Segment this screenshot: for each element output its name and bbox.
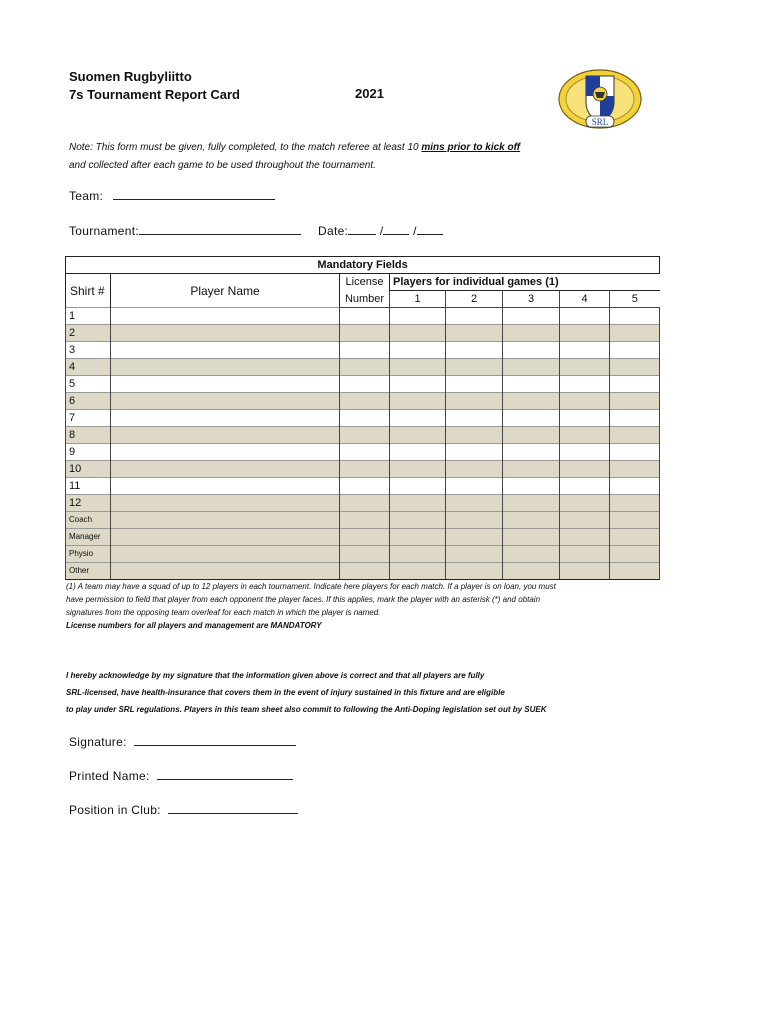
game-cell[interactable] [610, 393, 660, 410]
license-number-cell[interactable] [340, 563, 390, 580]
position-field [69, 802, 298, 817]
game-cell[interactable] [503, 410, 560, 427]
position-input-line[interactable] [168, 802, 298, 814]
license-number-cell[interactable] [340, 376, 390, 393]
license-number-cell[interactable] [340, 495, 390, 512]
table-row [66, 444, 660, 461]
game-cell[interactable] [390, 410, 446, 427]
game-cell[interactable] [503, 512, 560, 529]
ack-line: I hereby acknowledge by my signature that the information given above is correct and that all players are fully [66, 671, 485, 680]
game-cell[interactable] [446, 393, 503, 410]
game-cell[interactable] [610, 461, 660, 478]
team-input-line[interactable] [113, 188, 275, 200]
game-cell[interactable] [610, 529, 660, 546]
game-cell[interactable] [446, 342, 503, 359]
player-name-cell[interactable] [111, 512, 340, 529]
game-cell[interactable] [560, 308, 610, 325]
submission-note [69, 139, 669, 175]
game-cell[interactable] [390, 393, 446, 410]
game-cell[interactable] [390, 495, 446, 512]
row-label: 12 [66, 495, 111, 512]
table-row [66, 410, 660, 427]
game-cell[interactable] [390, 427, 446, 444]
game-cell[interactable] [610, 495, 660, 512]
row-label: 11 [66, 478, 111, 495]
signature-input-line[interactable] [134, 734, 296, 746]
player-name-cell[interactable] [111, 478, 340, 495]
signature-field [69, 734, 296, 749]
shirt-number-header: Shirt # [66, 274, 111, 308]
game-cell[interactable] [446, 495, 503, 512]
player-name-cell[interactable] [111, 563, 340, 580]
license-number-cell[interactable] [340, 546, 390, 563]
game-cell[interactable] [610, 546, 660, 563]
row-label: Other [66, 563, 111, 580]
table-row [66, 461, 660, 478]
game-cell[interactable] [446, 529, 503, 546]
game-cell[interactable] [560, 325, 610, 342]
date-separator: / [413, 224, 417, 238]
footnote-line: (1) A team may have a squad of up to 12 players in each tournament. Indicate here players for each match. If a player is on loan, you must [66, 582, 556, 591]
srl-crest-logo [556, 68, 644, 130]
game-cell[interactable] [560, 495, 610, 512]
game-cell[interactable] [390, 563, 446, 580]
table-row [66, 376, 660, 393]
row-label: 7 [66, 410, 111, 427]
table-row [66, 529, 660, 546]
tournament-input-line[interactable] [139, 223, 301, 235]
player-name-cell[interactable] [111, 546, 340, 563]
game-2-header: 2 [446, 291, 503, 308]
game-cell[interactable] [560, 444, 610, 461]
row-label: 5 [66, 376, 111, 393]
license-number-cell[interactable] [340, 359, 390, 376]
signature-label: Signature: [69, 735, 127, 749]
acknowledgement-text [66, 667, 686, 718]
table-row [66, 512, 660, 529]
note-emphasis: mins prior to kick off [421, 142, 521, 153]
game-cell[interactable] [503, 495, 560, 512]
license-number-cell[interactable] [340, 512, 390, 529]
player-name-cell[interactable] [111, 342, 340, 359]
row-label: 9 [66, 444, 111, 461]
game-cell[interactable] [503, 529, 560, 546]
game-cell[interactable] [446, 563, 503, 580]
row-label: 2 [66, 325, 111, 342]
license-number-cell[interactable] [340, 308, 390, 325]
game-cell[interactable] [446, 461, 503, 478]
date-field [318, 223, 443, 238]
game-cell[interactable] [390, 512, 446, 529]
game-cell[interactable] [446, 444, 503, 461]
table-row [66, 342, 660, 359]
row-label: 1 [66, 308, 111, 325]
ack-line: to play under SRL regulations. Players in this team sheet also commit to following the Anti-Doping legislation set out by SUEK [66, 705, 547, 714]
game-cell[interactable] [390, 478, 446, 495]
game-cell[interactable] [610, 563, 660, 580]
license-number-cell[interactable] [340, 325, 390, 342]
game-cell[interactable] [610, 444, 660, 461]
player-name-cell[interactable] [111, 359, 340, 376]
game-cell[interactable] [446, 410, 503, 427]
license-number-cell[interactable] [340, 427, 390, 444]
game-cell[interactable] [390, 342, 446, 359]
printed-name-field [69, 768, 293, 783]
row-label: 3 [66, 342, 111, 359]
table-row [66, 495, 660, 512]
game-cell[interactable] [560, 563, 610, 580]
date-separator: / [379, 224, 384, 238]
game-cell[interactable] [446, 512, 503, 529]
game-cell[interactable] [390, 444, 446, 461]
team-field [69, 188, 275, 203]
table-row [66, 563, 660, 580]
footnote-line: signatures from the opposing team overleaf for each match in which the player is named. [66, 608, 381, 617]
table-row [66, 359, 660, 376]
mandatory-fields-title: Mandatory Fields [66, 257, 660, 274]
svg-text:SRL: SRL [591, 117, 609, 127]
tournament-label: Tournament: [69, 224, 140, 238]
game-cell[interactable] [503, 444, 560, 461]
game-cell[interactable] [503, 427, 560, 444]
game-4-header: 4 [560, 291, 610, 308]
player-name-cell[interactable] [111, 427, 340, 444]
row-label: Manager [66, 529, 111, 546]
game-cell[interactable] [610, 359, 660, 376]
license-number-cell[interactable] [340, 393, 390, 410]
date-year-line[interactable] [417, 223, 443, 235]
license-number-cell[interactable] [340, 342, 390, 359]
table-row [66, 393, 660, 410]
game-cell[interactable] [503, 308, 560, 325]
ack-line: SRL-licensed, have health-insurance that covers them in the event of injury sustained in this fixture and are eligible [66, 688, 505, 697]
license-header-bottom: Number [340, 291, 390, 308]
row-label: 4 [66, 359, 111, 376]
team-label: Team: [69, 189, 104, 203]
game-cell[interactable] [446, 427, 503, 444]
game-cell[interactable] [560, 359, 610, 376]
game-cell[interactable] [390, 359, 446, 376]
license-number-cell[interactable] [340, 529, 390, 546]
tournament-field [69, 223, 301, 238]
game-cell[interactable] [610, 308, 660, 325]
row-label: 8 [66, 427, 111, 444]
printed-name-input-line[interactable] [157, 768, 293, 780]
license-mandatory-note: License numbers for all players and management are MANDATORY [66, 621, 322, 630]
game-cell[interactable] [446, 359, 503, 376]
game-cell[interactable] [610, 325, 660, 342]
game-cell[interactable] [560, 376, 610, 393]
game-cell[interactable] [390, 325, 446, 342]
date-day-line[interactable] [348, 223, 376, 235]
position-label: Position in Club: [69, 803, 161, 817]
game-cell[interactable] [503, 461, 560, 478]
table-row [66, 325, 660, 342]
game-cell[interactable] [446, 546, 503, 563]
game-cell[interactable] [390, 461, 446, 478]
form-heading [69, 68, 240, 104]
row-label: Physio [66, 546, 111, 563]
game-cell[interactable] [390, 529, 446, 546]
table-row [66, 478, 660, 495]
license-number-cell[interactable] [340, 461, 390, 478]
game-cell[interactable] [610, 427, 660, 444]
row-label: 6 [66, 393, 111, 410]
game-cell[interactable] [446, 376, 503, 393]
game-cell[interactable] [560, 512, 610, 529]
players-games-header: Players for individual games (1) [390, 274, 660, 291]
game-cell[interactable] [560, 342, 610, 359]
license-number-cell[interactable] [340, 478, 390, 495]
game-cell[interactable] [610, 478, 660, 495]
game-1-header: 1 [390, 291, 446, 308]
game-cell[interactable] [610, 512, 660, 529]
game-cell[interactable] [446, 308, 503, 325]
game-cell[interactable] [503, 376, 560, 393]
row-label: Coach [66, 512, 111, 529]
player-name-cell[interactable] [111, 308, 340, 325]
game-cell[interactable] [610, 342, 660, 359]
game-cell[interactable] [503, 325, 560, 342]
game-cell[interactable] [446, 478, 503, 495]
game-3-header: 3 [503, 291, 560, 308]
game-cell[interactable] [560, 410, 610, 427]
table-row [66, 546, 660, 563]
table-row [66, 308, 660, 325]
game-cell[interactable] [503, 546, 560, 563]
player-name-header: Player Name [111, 274, 340, 308]
game-cell[interactable] [503, 342, 560, 359]
license-number-cell[interactable] [340, 410, 390, 427]
game-cell[interactable] [390, 546, 446, 563]
footnote-line: have permission to field that player from each opponent the player faces. If this applies, mark the player with an asterisk (*) and obtain [66, 595, 541, 604]
game-cell[interactable] [390, 308, 446, 325]
game-cell[interactable] [503, 359, 560, 376]
player-name-cell[interactable] [111, 529, 340, 546]
game-cell[interactable] [390, 376, 446, 393]
footnote [66, 580, 666, 632]
player-name-cell[interactable] [111, 444, 340, 461]
table-row [66, 427, 660, 444]
player-name-cell[interactable] [111, 410, 340, 427]
note-text-1: Note: This form must be given, fully completed, to the match referee at least 10 [69, 142, 422, 153]
printed-name-label: Printed Name: [69, 769, 150, 783]
game-5-header: 5 [610, 291, 660, 308]
player-roster-table [65, 256, 660, 580]
game-cell[interactable] [610, 410, 660, 427]
game-cell[interactable] [560, 427, 610, 444]
license-header-top: License [340, 274, 390, 291]
player-name-cell[interactable] [111, 393, 340, 410]
form-year: 2021 [355, 86, 384, 101]
game-cell[interactable] [503, 563, 560, 580]
player-name-cell[interactable] [111, 461, 340, 478]
org-name: Suomen Rugbyliitto [69, 69, 192, 84]
game-cell[interactable] [503, 478, 560, 495]
game-cell[interactable] [560, 393, 610, 410]
game-cell[interactable] [446, 325, 503, 342]
row-label: 10 [66, 461, 111, 478]
game-cell[interactable] [560, 461, 610, 478]
date-label: Date: [318, 224, 349, 238]
game-cell[interactable] [610, 376, 660, 393]
note-text-2: and collected after each game to be used throughout the tournament. [69, 160, 376, 171]
player-name-cell[interactable] [111, 376, 340, 393]
player-name-cell[interactable] [111, 495, 340, 512]
date-month-line[interactable] [383, 223, 409, 235]
game-cell[interactable] [560, 478, 610, 495]
form-title: 7s Tournament Report Card [69, 87, 240, 102]
player-name-cell[interactable] [111, 325, 340, 342]
game-cell[interactable] [503, 393, 560, 410]
game-cell[interactable] [560, 546, 610, 563]
license-number-cell[interactable] [340, 444, 390, 461]
game-cell[interactable] [560, 529, 610, 546]
